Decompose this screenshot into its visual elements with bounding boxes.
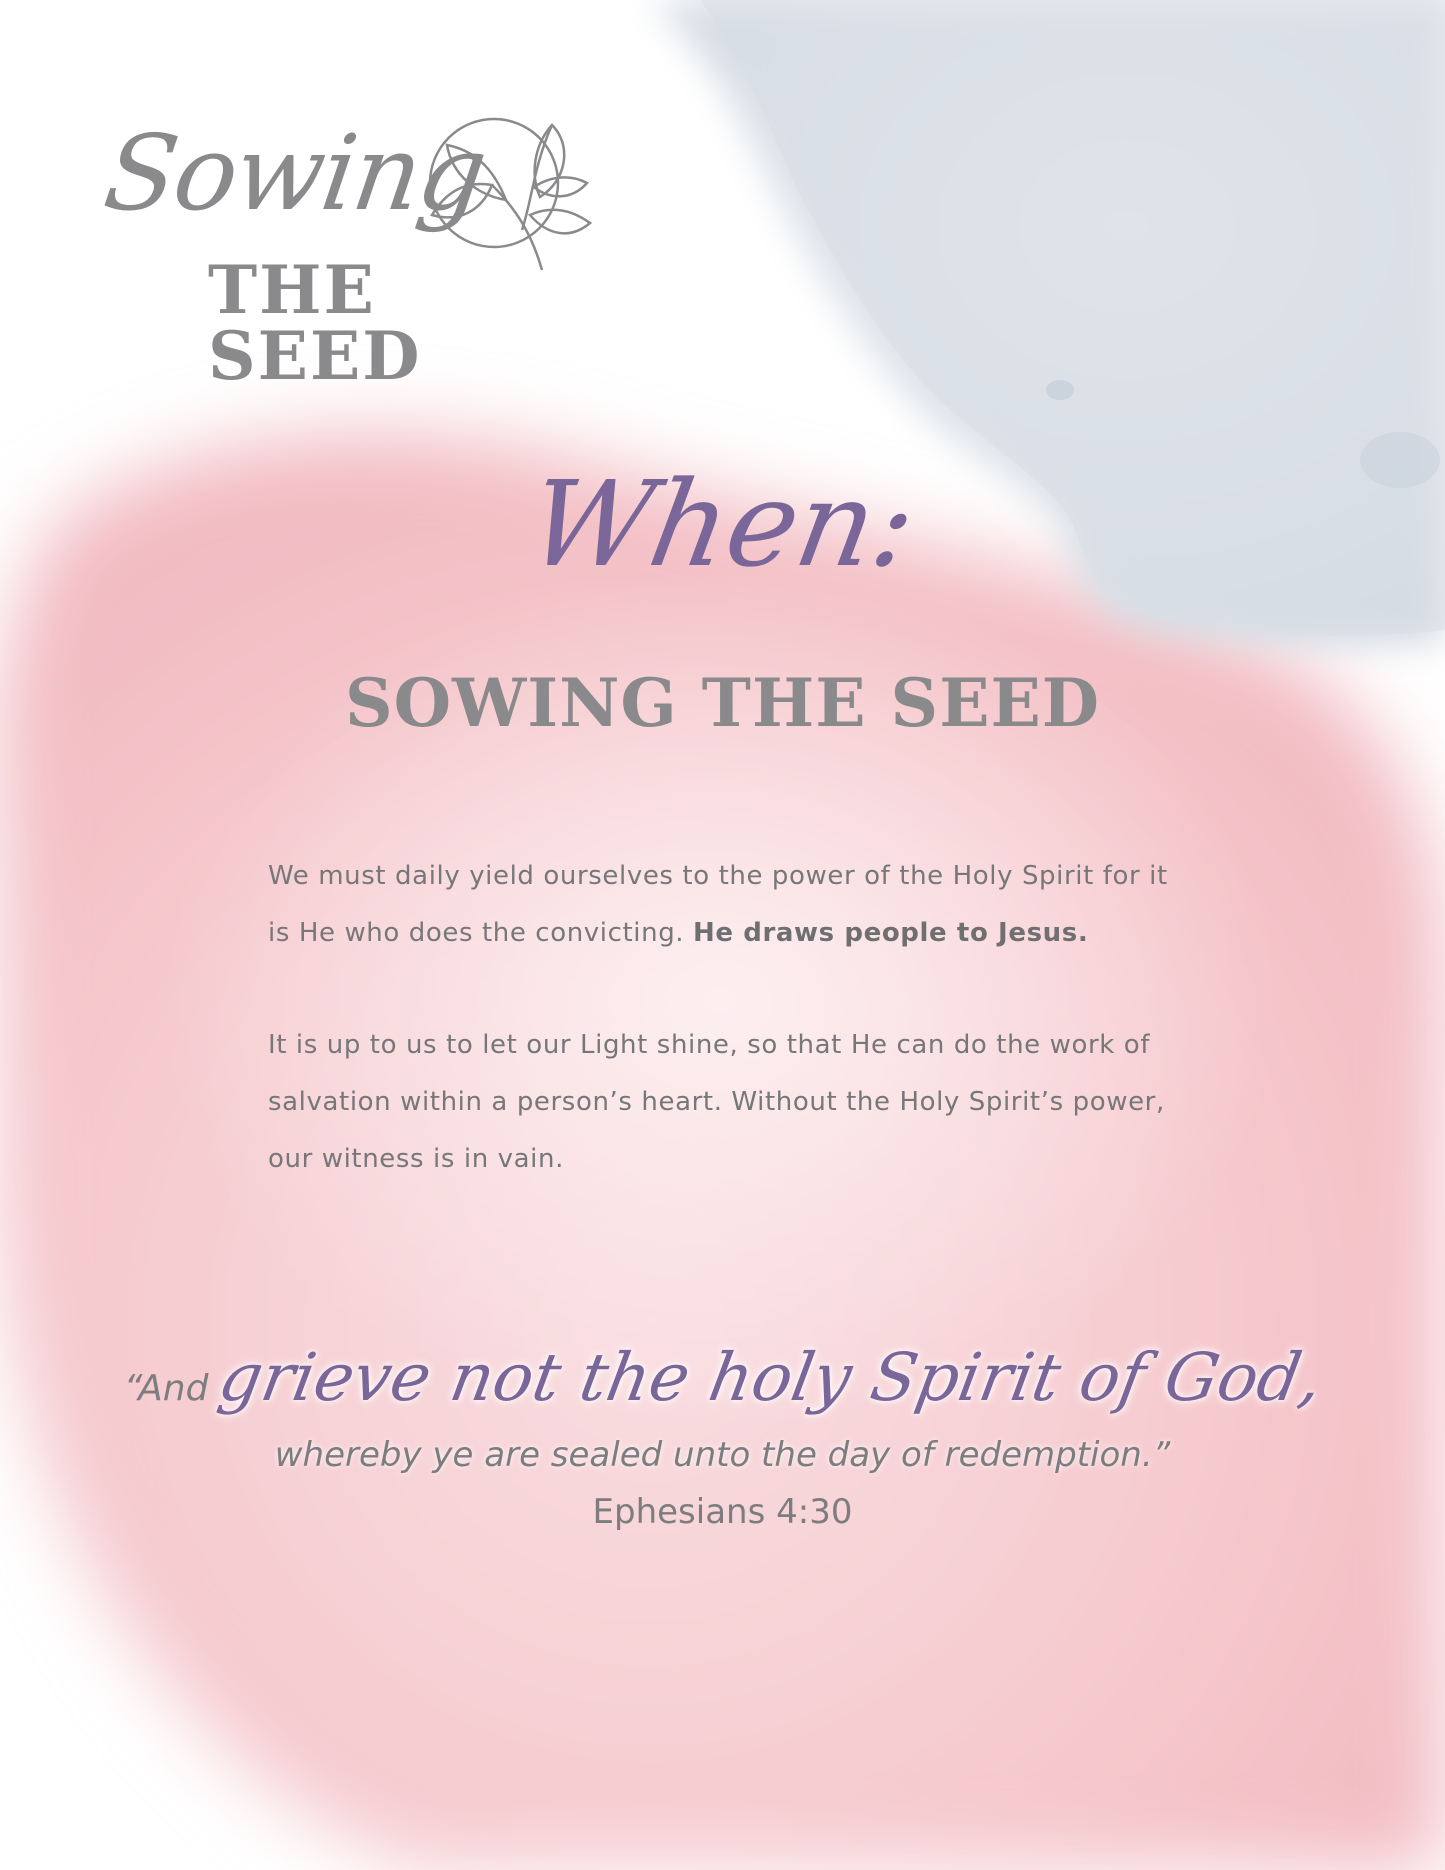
quote-line-2: whereby ye are sealed unto the day of redemption.” bbox=[274, 1435, 1171, 1475]
logo-block-text: THE SEED bbox=[208, 251, 422, 395]
quote-line-1 bbox=[0, 1339, 1445, 1416]
logo bbox=[97, 95, 600, 395]
quote-open: “And bbox=[123, 1368, 220, 1409]
quote-script: grieve not the holy Spirit of God, bbox=[213, 1339, 1329, 1416]
page-title: SOWING THE SEED bbox=[344, 664, 1101, 742]
scripture-reference: Ephesians 4:30 bbox=[592, 1492, 853, 1532]
body-paragraph-2: It is up to us to let our Light shine, so that He can do the work of salvation within a person’s heart. Without the Holy Spirit’s power, our witness is in vain. bbox=[268, 1030, 1165, 1174]
paragraph-1-bold: He draws people to Jesus. bbox=[693, 918, 1089, 948]
heading-script: When: bbox=[518, 455, 927, 593]
logo-script-text: Sowing bbox=[97, 112, 493, 234]
body-paragraph-1 bbox=[268, 848, 1198, 962]
paragraph-1-text: We must daily yield ourselves to the power of the Holy Spirit for it is He who does the convicting. bbox=[268, 861, 1168, 948]
